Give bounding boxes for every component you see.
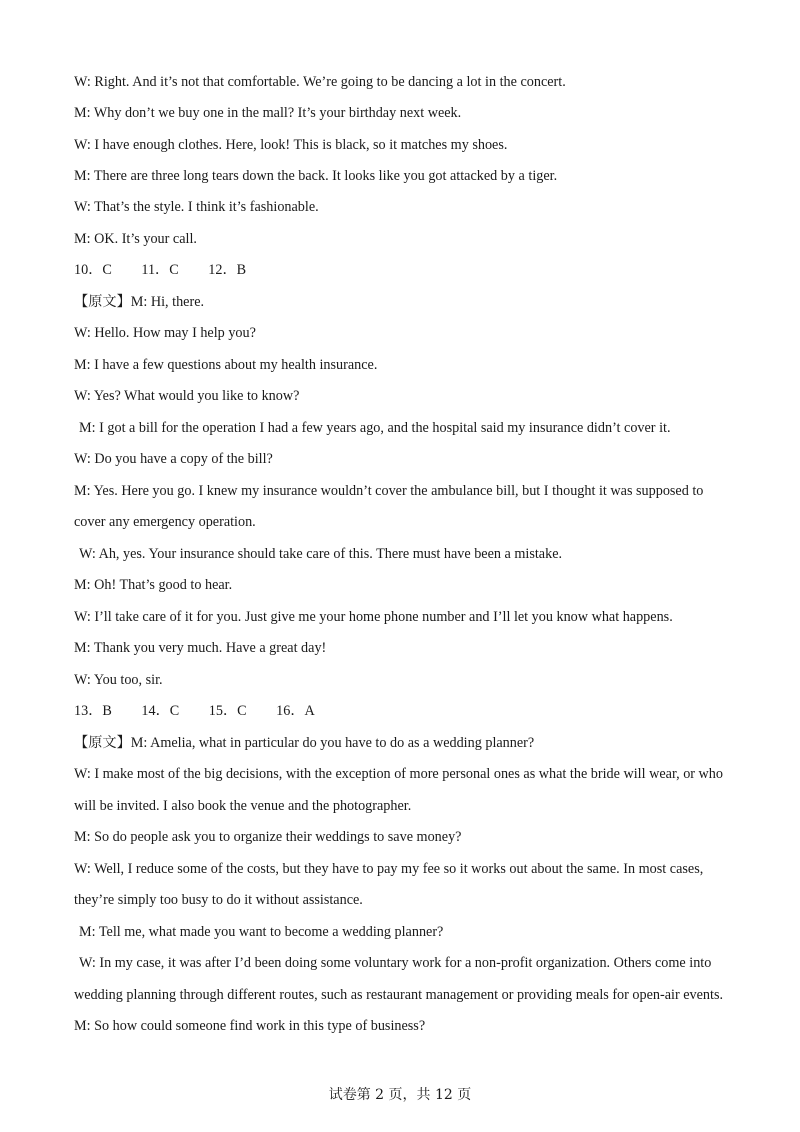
answer-key — [74, 702, 315, 720]
dialogue-line: M: Oh! That’s good to hear. — [74, 577, 233, 593]
dialogue-line: M: Why don’t we buy one in the mall? It’s your birthday next week. — [74, 105, 462, 121]
answer-key — [74, 261, 246, 279]
dialogue-line: they’re simply too busy to do it without assistance. — [74, 892, 363, 908]
dialogue-line: W: That’s the style. I think it’s fashionable. — [74, 199, 319, 215]
dialogue-line: W: In my case, it was after I’d been doing some voluntary work for a non-profit organization. Others come into — [79, 955, 712, 971]
answer-item: 16．A — [276, 703, 315, 719]
answer-item: 13．B — [74, 703, 112, 719]
transcript-heading-line: 【原文】M: Amelia, what in particular do you have to do as a wedding planner? — [74, 735, 535, 751]
page-footer: 试卷第 2 页，共 12 页 — [328, 1087, 472, 1103]
answer-item: 10．C — [74, 262, 112, 278]
dialogue-line: W: Ah, yes. Your insurance should take care of this. There must have been a mistake. — [79, 546, 563, 562]
dialogue-line: W: Right. And it’s not that comfortable. We’re going to be dancing a lot in the concert. — [74, 74, 566, 90]
transcript-heading-line: 【原文】M: Hi, there. — [74, 294, 205, 310]
dialogue-line: W: Hello. How may I help you? — [74, 325, 256, 341]
answer-item: 14．C — [141, 703, 180, 719]
dialogue-line: M: OK. It’s your call. — [74, 231, 197, 247]
dialogue-line: M: Thank you very much. Have a great day! — [74, 640, 327, 656]
dialogue-line: will be invited. I also book the venue and the photographer. — [74, 798, 412, 814]
dialogue-line: M: I got a bill for the operation I had a few years ago, and the hospital said my insurance didn’t cover it. — [79, 420, 671, 436]
dialogue-line: wedding planning through different routes, such as restaurant management or providing meals for open-air events. — [74, 987, 724, 1003]
dialogue-line: W: I have enough clothes. Here, look! This is black, so it matches my shoes. — [74, 137, 508, 153]
dialogue-line: M: So how could someone find work in this type of business? — [74, 1018, 426, 1034]
answer-item: 12．B — [208, 262, 247, 278]
dialogue-line: M: I have a few questions about my health insurance. — [74, 357, 378, 373]
dialogue-line: M: There are three long tears down the back. It looks like you got attacked by a tiger. — [74, 168, 558, 184]
dialogue-line: cover any emergency operation. — [74, 514, 256, 530]
dialogue-line: M: Yes. Here you go. I knew my insurance wouldn’t cover the ambulance bill, but I thought it was supposed to — [74, 483, 704, 499]
dialogue-line: M: Tell me, what made you want to become a wedding planner? — [79, 924, 444, 940]
answer-item: 11．C — [141, 262, 179, 278]
dialogue-line: M: So do people ask you to organize their weddings to save money? — [74, 829, 462, 845]
dialogue-line: W: Well, I reduce some of the costs, but they have to pay my fee so it works out about the same. In most cases, — [74, 861, 704, 877]
dialogue-line: W: I’ll take care of it for you. Just give me your home phone number and I’ll let you know what happens. — [74, 609, 673, 625]
dialogue-line: W: Do you have a copy of the bill? — [74, 451, 273, 467]
answer-item: 15．C — [208, 703, 247, 719]
dialogue-line: W: I make most of the big decisions, with the exception of more personal ones as what the bride will wear, or who — [74, 766, 723, 782]
dialogue-line: W: You too, sir. — [74, 672, 163, 688]
dialogue-line: W: Yes? What would you like to know? — [74, 388, 300, 404]
